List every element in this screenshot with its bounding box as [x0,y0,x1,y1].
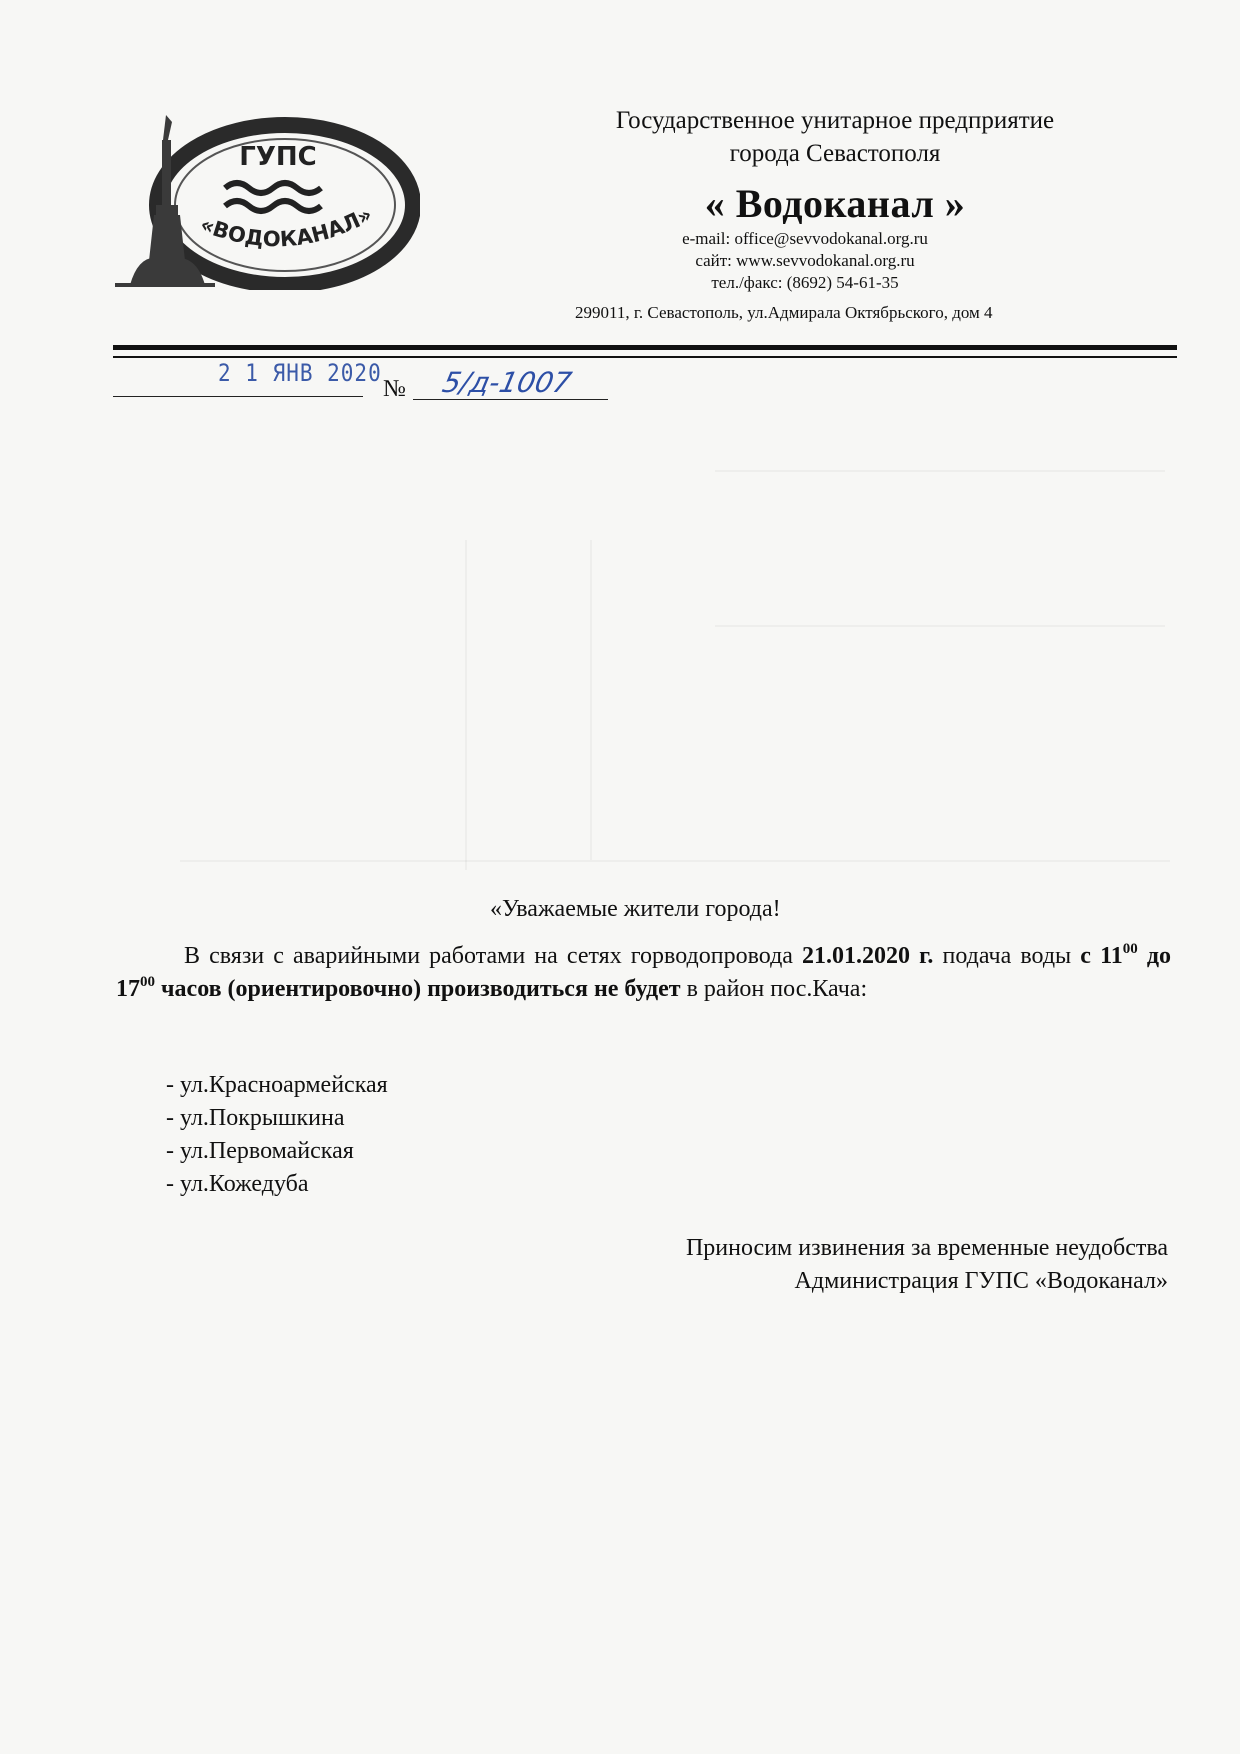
contacts-block [640,228,970,294]
header-rule-thick [113,345,1177,350]
organization-header [555,104,1115,232]
list-item: - ул.Первомайская [166,1138,354,1164]
para-text-1: В связи с аварийными работами на сетях горводопровода [184,943,803,969]
org-name-line1: Государственное унитарное предприятие [615,107,1055,134]
logo-top-text: ГУПС [239,142,317,172]
para-text-3: в район пос.Кача: [680,976,868,1002]
signature-line: Администрация ГУПС «Водоканал» [794,1268,1168,1294]
greeting: «Уважаемые жители города! [490,896,781,922]
list-item: - ул.Покрышкина [166,1105,345,1131]
company-logo [110,110,420,290]
ghost-mark [180,860,1170,862]
site-line: сайт: www.sevvodokanal.org.ru [695,251,915,270]
outage-date: 21.01.2020 г. [802,943,934,969]
ghost-mark [590,540,592,860]
time-to-minutes: 00 [140,974,155,990]
list-item: - ул.Красноармейская [166,1072,388,1098]
address-line: 299011, г. Севастополь, ул.Адмирала Октябрьского, дом 4 [575,303,993,322]
brand-name: « Водоканал » [704,181,966,226]
time-from: с 11 [1080,943,1123,969]
apology-line: Приносим извинения за временные неудобства [685,1235,1168,1261]
number-underline [413,399,608,400]
number-sign: № [383,376,406,402]
phone-line: тел./факс: (8692) 54-61-35 [711,273,899,292]
ghost-mark [715,470,1165,472]
street-list [166,1069,388,1201]
email-line: e-mail: office@sevvodokanal.org.ru [682,229,928,248]
date-stamp: 2 1 ЯНВ 2020 [218,359,382,387]
time-from-minutes: 00 [1122,941,1138,957]
ghost-mark [715,625,1165,627]
list-item: - ул.Кожедуба [166,1171,309,1197]
time-to: до 17 [116,943,1172,1002]
date-underline [113,396,363,397]
ghost-mark [465,540,467,870]
org-name-line2: города Севастополя [729,140,941,167]
header-rule-thin [113,356,1177,358]
registration-number: 5/д-1007 [439,366,575,399]
notice-paragraph [116,940,1171,1006]
outage-statement: часов (ориентировочно) производиться не будет [155,976,681,1002]
logo-bottom-text: «ВОДОКАНАЛ» [196,202,377,252]
closing-block [686,1232,1168,1298]
para-text-2: подача воды [933,943,1081,969]
